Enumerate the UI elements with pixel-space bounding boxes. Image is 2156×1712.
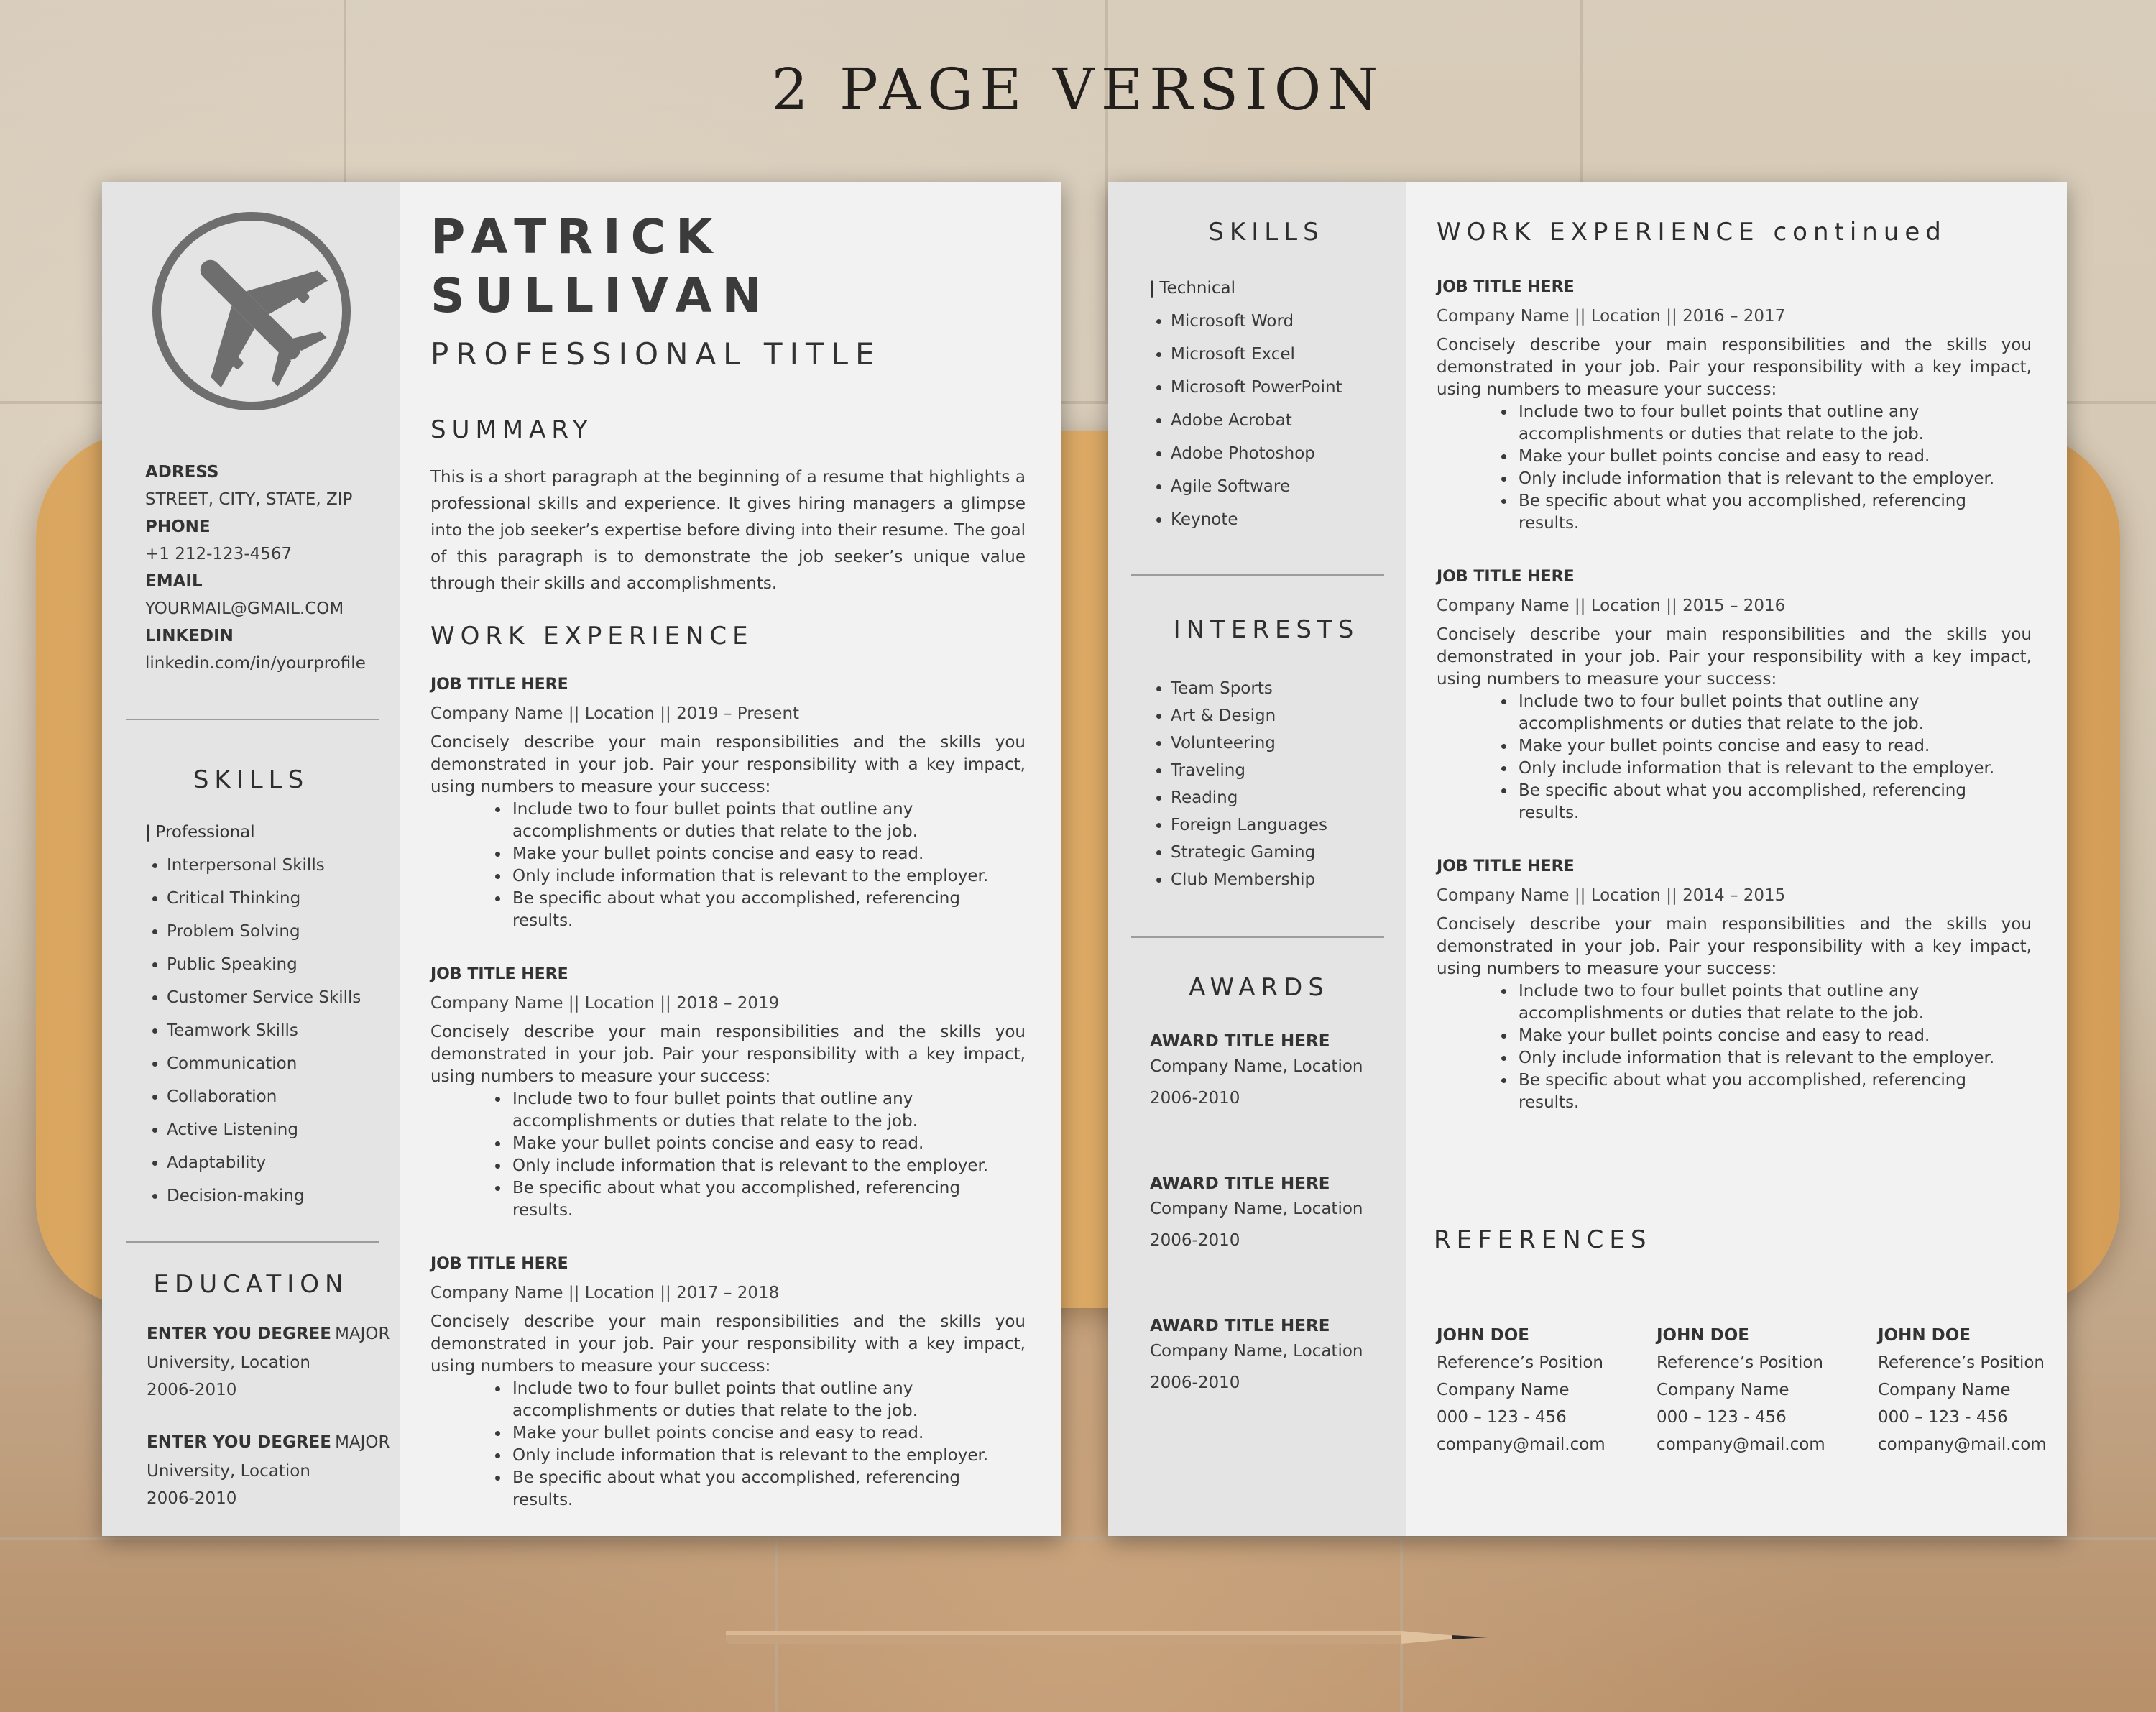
page2-sidebar: [1108, 182, 1406, 1536]
job-bullet: • Be specific about what you accomplished, referencing results.: [510, 1467, 1026, 1511]
job-title: JOB TITLE HERE: [430, 1255, 568, 1273]
job-entry: [1437, 278, 2032, 535]
summary-text: This is a short paragraph at the beginning of a resume that highlights a professional skills and experience. It gives hiring managers a glimpse into the job seeker’s expertise before diving into their resume. The goal of this paragraph is to demonstrate the job seeker’s unique value through their skills and accomplishments.: [430, 468, 1026, 593]
interest-item: • Team Sports: [1171, 675, 1393, 702]
job-bullet: • Include two to four bullet points that outline any accomplishments or duties that relate to the job.: [1516, 980, 2032, 1025]
skill-item: • Adobe Acrobat: [1171, 404, 1393, 437]
work-experience-title: WORK EXPERIENCE: [430, 622, 754, 650]
job-title: JOB TITLE HERE: [430, 676, 568, 694]
job-bullet: • Only include information that is relevant to the employer.: [1516, 758, 2032, 780]
first-name: PATRICK: [430, 209, 723, 264]
award-title: AWARD TITLE HERE: [1150, 1174, 1330, 1193]
interest-item: • Foreign Languages: [1171, 811, 1393, 839]
interests-bullets: [1149, 675, 1393, 893]
interest-item: • Strategic Gaming: [1171, 839, 1393, 866]
award-company: Company Name, Location: [1150, 1200, 1363, 1218]
job-bullet: • Be specific about what you accomplished, referencing results.: [510, 1177, 1026, 1222]
reference-email: company@mail.com: [1437, 1435, 1606, 1454]
skill-item: • Active Listening: [167, 1113, 390, 1146]
job-description: Concisely describe your main responsibilities and the skills you demonstrated in your job. Pair your responsibility with a key impact, using numbers to measure your success:: [1437, 915, 2032, 978]
candidate-name: [430, 208, 772, 326]
interest-item: • Reading: [1171, 784, 1393, 811]
job-company: Company Name || Location || 2014 – 2015: [1437, 886, 1786, 905]
reference-phone: 000 – 123 - 456: [1878, 1408, 2008, 1427]
job-bullets: [430, 1378, 1026, 1511]
reference-email: company@mail.com: [1657, 1435, 1825, 1454]
summary-title: SUMMARY: [430, 415, 594, 444]
reference-company: Company Name: [1437, 1381, 1570, 1399]
job-bullet: • Make your bullet points concise and easy to read.: [1516, 446, 2032, 468]
resume-page-2: [1108, 182, 2067, 1536]
school-label: University, Location: [147, 1353, 310, 1372]
contact-block: [145, 459, 390, 677]
job-bullet: • Only include information that is relevant to the employer.: [1516, 1047, 2032, 1069]
divider: [126, 1241, 379, 1243]
job-bullet: • Make your bullet points concise and easy to read.: [510, 1133, 1026, 1155]
major-label: MAJOR: [335, 1433, 390, 1452]
award-entry: [1150, 1030, 1394, 1116]
page2-main: [1406, 182, 2067, 1536]
job-description: Concisely describe your main responsibilities and the skills you demonstrated in your job. Pair your responsibility with a key impact, using numbers to measure your success:: [430, 733, 1026, 796]
skills-bullets: [1149, 305, 1393, 536]
skill-item: • Teamwork Skills: [167, 1014, 390, 1047]
job-company: Company Name || Location || 2015 – 2016: [1437, 597, 1786, 615]
award-years: 2006-2010: [1150, 1231, 1240, 1250]
skill-item: • Microsoft Excel: [1171, 338, 1393, 371]
job-entry: [1437, 568, 2032, 824]
degree-label: ENTER YOU DEGREE: [147, 1433, 331, 1452]
job-bullet: • Include two to four bullet points that outline any accomplishments or duties that relate to the job.: [510, 1378, 1026, 1422]
skill-item: • Microsoft Word: [1171, 305, 1393, 338]
contact-value-phone: +1 212-123-4567: [145, 545, 292, 563]
divider: [1131, 574, 1384, 576]
page-heading: 2 PAGE VERSION: [771, 56, 1385, 123]
reference-position: Reference’s Position: [1437, 1353, 1603, 1372]
job-bullet: • Include two to four bullet points that outline any accomplishments or duties that relate to the job.: [510, 799, 1026, 843]
education-years: 2006-2010: [147, 1489, 237, 1508]
skill-item: • Adaptability: [167, 1146, 390, 1179]
skills-bullets: [145, 849, 390, 1212]
education-title: EDUCATION: [153, 1270, 349, 1299]
job-bullets: [1437, 401, 2032, 535]
award-title: AWARD TITLE HERE: [1150, 1317, 1330, 1335]
skill-item: • Keynote: [1171, 503, 1393, 536]
job-bullet: • Include two to four bullet points that outline any accomplishments or duties that relate to the job.: [1516, 401, 2032, 446]
skills-title: SKILLS: [193, 765, 310, 794]
references-title: REFERENCES: [1434, 1225, 1652, 1254]
job-title: JOB TITLE HERE: [1437, 857, 1575, 875]
reference-phone: 000 – 123 - 456: [1657, 1408, 1787, 1427]
interests-title: INTERESTS: [1173, 615, 1360, 644]
award-company: Company Name, Location: [1150, 1057, 1363, 1076]
job-bullet: • Only include information that is relevant to the employer.: [510, 865, 1026, 888]
job-bullet: • Make your bullet points concise and easy to read.: [1516, 735, 2032, 758]
contact-label-address: ADRESS: [145, 463, 219, 482]
job-bullet: • Make your bullet points concise and easy to read.: [510, 843, 1026, 865]
education-years: 2006-2010: [147, 1381, 237, 1399]
reference-company: Company Name: [1657, 1381, 1789, 1399]
education-entry: [147, 1320, 391, 1404]
skill-item: • Decision-making: [167, 1179, 390, 1212]
interest-item: • Volunteering: [1171, 730, 1393, 757]
job-company: Company Name || Location || 2018 – 2019: [430, 994, 780, 1013]
job-company: Company Name || Location || 2019 – Present: [430, 704, 800, 723]
award-years: 2006-2010: [1150, 1089, 1240, 1108]
job-bullet: • Only include information that is relevant to the employer.: [510, 1155, 1026, 1177]
contact-label-email: EMAIL: [145, 572, 203, 591]
reference-entry: [1437, 1322, 1652, 1458]
reference-email: company@mail.com: [1878, 1435, 2047, 1454]
skills-group-label: Technical: [1159, 279, 1236, 298]
school-label: University, Location: [147, 1462, 310, 1481]
skill-item: • Customer Service Skills: [167, 981, 390, 1014]
interest-item: • Art & Design: [1171, 702, 1393, 730]
award-company: Company Name, Location: [1150, 1342, 1363, 1361]
skills-group-header: | Technical: [1149, 279, 1236, 298]
job-company: Company Name || Location || 2016 – 2017: [1437, 307, 1786, 326]
divider: [126, 719, 379, 720]
job-bullets: [1437, 691, 2032, 824]
job-bullet: • Be specific about what you accomplished, referencing results.: [1516, 1069, 2032, 1114]
contact-label-phone: PHONE: [145, 517, 211, 536]
job-bullet: • Be specific about what you accomplished, referencing results.: [1516, 490, 2032, 535]
skills-list: [1149, 272, 1393, 536]
job-bullet: • Only include information that is relevant to the employer.: [1516, 468, 2032, 490]
job-bullets: [430, 799, 1026, 932]
contact-value-linkedin: linkedin.com/in/yourprofile: [145, 654, 366, 673]
job-description: Concisely describe your main responsibilities and the skills you demonstrated in your job. Pair your responsibility with a key impact, using numbers to measure your success:: [1437, 336, 2032, 399]
major-label: MAJOR: [335, 1325, 390, 1343]
contact-label-linkedin: LINKEDIN: [145, 627, 234, 645]
job-bullet: • Include two to four bullet points that outline any accomplishments or duties that relate to the job.: [1516, 691, 2032, 735]
reference-company: Company Name: [1878, 1381, 2011, 1399]
skills-list: [145, 816, 390, 1212]
degree-label: ENTER YOU DEGREE: [147, 1325, 331, 1343]
job-title: JOB TITLE HERE: [1437, 278, 1575, 296]
interest-item: • Traveling: [1171, 757, 1393, 784]
reference-name: JOHN DOE: [1878, 1326, 1971, 1345]
divider: [1131, 936, 1384, 938]
skill-item: • Collaboration: [167, 1080, 390, 1113]
skill-item: • Agile Software: [1171, 470, 1393, 503]
award-entry: [1150, 1172, 1394, 1258]
job-bullet: • Include two to four bullet points that outline any accomplishments or duties that relate to the job.: [510, 1088, 1026, 1133]
job-bullets: [430, 1088, 1026, 1222]
job-bullet: • Be specific about what you accomplished, referencing results.: [510, 888, 1026, 932]
page1-sidebar: [102, 182, 400, 1536]
interest-item: • Club Membership: [1171, 866, 1393, 893]
airplane-icon: [151, 211, 352, 412]
skill-item: • Public Speaking: [167, 948, 390, 981]
skill-item: • Problem Solving: [167, 915, 390, 948]
job-entry: [430, 1255, 1026, 1511]
skill-item: • Adobe Photoshop: [1171, 437, 1393, 470]
page1-main: [400, 182, 1061, 1536]
reference-name: JOHN DOE: [1437, 1326, 1529, 1345]
job-description: Concisely describe your main responsibilities and the skills you demonstrated in your job. Pair your responsibility with a key impact, using numbers to measure your success:: [430, 1023, 1026, 1086]
resume-page-1: [102, 182, 1061, 1536]
job-entry: [1437, 857, 2032, 1114]
job-bullet: • Make your bullet points concise and easy to read.: [510, 1422, 1026, 1445]
contact-value-email: YOURMAIL@GMAIL.COM: [145, 599, 344, 618]
skills-group-header: | Professional: [145, 823, 255, 842]
skill-item: • Critical Thinking: [167, 882, 390, 915]
reference-entry: [1878, 1322, 2093, 1458]
contact-value-address: STREET, CITY, STATE, ZIP: [145, 490, 353, 509]
skill-item: • Interpersonal Skills: [167, 849, 390, 882]
job-bullet: • Be specific about what you accomplished, referencing results.: [1516, 780, 2032, 824]
job-entry: [430, 676, 1026, 932]
reference-position: Reference’s Position: [1878, 1353, 2045, 1372]
awards-title: AWARDS: [1189, 973, 1330, 1002]
professional-title: PROFESSIONAL TITLE: [430, 336, 882, 372]
reference-phone: 000 – 123 - 456: [1437, 1408, 1567, 1427]
last-name: SULLIVAN: [430, 268, 772, 323]
skill-item: • Communication: [167, 1047, 390, 1080]
job-bullet: • Only include information that is relevant to the employer.: [510, 1445, 1026, 1467]
skills-title: SKILLS: [1208, 218, 1325, 247]
reference-entry: [1657, 1322, 1872, 1458]
work-experience-continued-title: WORK EXPERIENCE continued: [1437, 218, 1947, 247]
award-title: AWARD TITLE HERE: [1150, 1032, 1330, 1051]
education-entry: [147, 1429, 391, 1512]
job-title: JOB TITLE HERE: [1437, 568, 1575, 586]
pencil-icon: [726, 1626, 1488, 1648]
job-company: Company Name || Location || 2017 – 2018: [430, 1284, 780, 1302]
job-bullets: [1437, 980, 2032, 1114]
job-entry: [430, 965, 1026, 1222]
interests-list: [1149, 675, 1393, 893]
award-entry: [1150, 1315, 1394, 1401]
job-bullet: • Make your bullet points concise and easy to read.: [1516, 1025, 2032, 1047]
job-description: Concisely describe your main responsibilities and the skills you demonstrated in your job. Pair your responsibility with a key impact, using numbers to measure your success:: [1437, 625, 2032, 689]
reference-position: Reference’s Position: [1657, 1353, 1823, 1372]
job-title: JOB TITLE HERE: [430, 965, 568, 983]
award-years: 2006-2010: [1150, 1373, 1240, 1392]
skills-group-label: Professional: [155, 823, 255, 842]
skill-item: • Microsoft PowerPoint: [1171, 371, 1393, 404]
reference-name: JOHN DOE: [1657, 1326, 1749, 1345]
job-description: Concisely describe your main responsibilities and the skills you demonstrated in your job. Pair your responsibility with a key impact, using numbers to measure your success:: [430, 1312, 1026, 1376]
